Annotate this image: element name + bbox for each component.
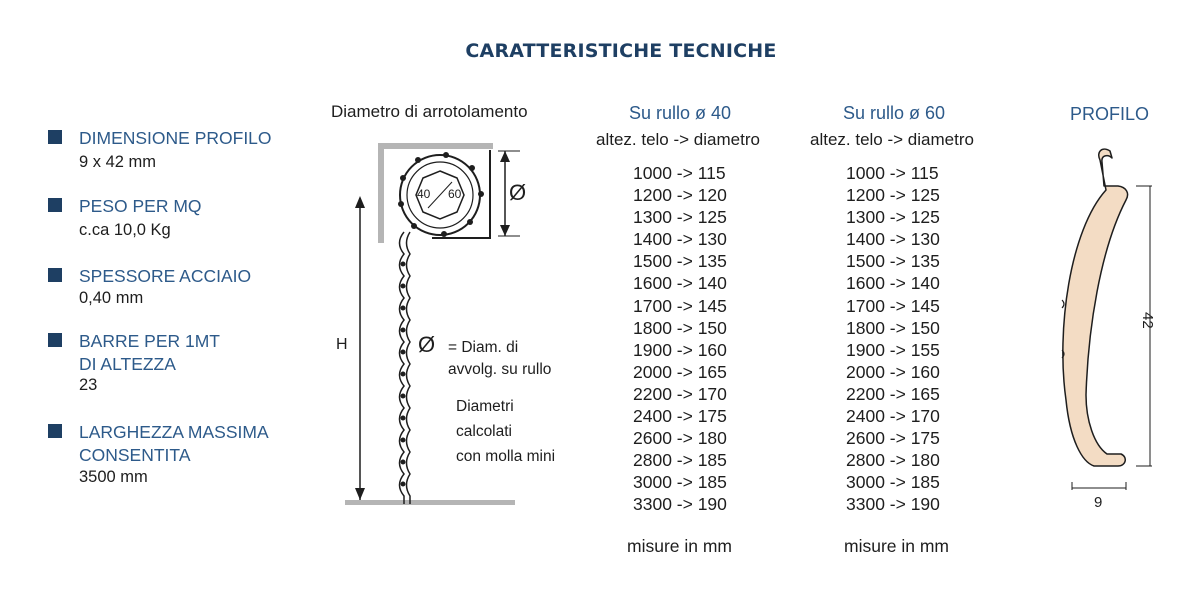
spec-value: 9 x 42 mm	[79, 153, 157, 171]
floor-line	[345, 500, 515, 505]
profile-title: PROFILO	[1070, 104, 1150, 124]
table-row: 2600 -> 180	[633, 428, 727, 449]
table-row: 3300 -> 190	[633, 494, 727, 515]
spec-label: DIMENSIONE PROFILO	[79, 128, 272, 148]
h-label: H	[336, 336, 348, 353]
table-row: 3300 -> 190	[846, 494, 940, 515]
table-row: 1600 -> 140	[846, 273, 940, 294]
table-row: 1200 -> 125	[846, 185, 940, 206]
col60-subtitle: altez. telo -> diametro	[810, 130, 974, 149]
roll-label-40: 40	[417, 187, 431, 201]
table-row: 1800 -> 150	[846, 317, 940, 338]
diagram-title: Diametro di arrotolamento	[331, 102, 528, 121]
col40-footer: misure in mm	[627, 536, 733, 556]
frame-left	[378, 143, 384, 243]
legend-line2: avvolg. su rullo	[448, 361, 552, 378]
spec-label: SPESSORE ACCIAIO	[79, 266, 252, 286]
table-row: 1900 -> 155	[846, 339, 940, 360]
table-row: 2000 -> 160	[846, 361, 940, 382]
table-row: 2800 -> 185	[633, 450, 727, 471]
table-row: 2400 -> 175	[633, 406, 727, 427]
spec-value: 23	[79, 376, 98, 394]
note-line2: calcolati	[456, 423, 512, 440]
table-row: 3000 -> 185	[633, 472, 727, 493]
table-row: 2400 -> 170	[846, 406, 940, 427]
arrow-down-icon	[500, 225, 510, 236]
page-title: CARATTERISTICHE TECNICHE	[465, 40, 777, 62]
table-row: 1200 -> 120	[633, 185, 727, 206]
diameter-symbol-icon: Ø	[418, 332, 436, 357]
table-row: 1700 -> 145	[846, 295, 940, 316]
table-row: 1600 -> 140	[633, 273, 727, 294]
table-row: 1400 -> 130	[846, 229, 940, 250]
arrow-up-icon	[355, 196, 365, 208]
profile-width-label: 9	[1094, 494, 1103, 511]
spec-label: PESO PER MQ	[79, 196, 202, 216]
col40-title: Su rullo ø 40	[629, 103, 732, 123]
curtain-front	[407, 232, 411, 504]
table-row: 2200 -> 165	[846, 383, 940, 404]
col60-footer: misure in mm	[844, 536, 950, 556]
arrow-up-icon	[500, 151, 510, 162]
table-row: 1800 -> 150	[633, 317, 727, 338]
col40-rows	[633, 162, 727, 516]
table-row: 1500 -> 135	[846, 251, 940, 272]
table-row: 2000 -> 165	[633, 361, 727, 382]
spec-label-line1: LARGHEZZA MASSIMA	[79, 422, 269, 442]
frame-top	[378, 143, 493, 149]
note-line3: con molla mini	[456, 448, 556, 465]
table-row: 1000 -> 115	[633, 163, 726, 183]
col60-title: Su rullo ø 60	[843, 103, 946, 123]
table-row: 1300 -> 125	[846, 207, 940, 228]
table-row: 1000 -> 115	[846, 163, 939, 183]
col40-subtitle: altez. telo -> diametro	[596, 130, 760, 149]
table-row: 2200 -> 170	[633, 383, 727, 404]
table-row: 1900 -> 160	[633, 339, 727, 360]
profile-shape	[1063, 149, 1128, 466]
spec-value: 0,40 mm	[79, 289, 144, 307]
diameter-symbol-icon: Ø	[509, 180, 527, 205]
table-row: 2600 -> 175	[846, 428, 940, 449]
table-row: 3000 -> 185	[846, 472, 940, 493]
col60-rows	[846, 162, 940, 516]
legend-line1: = Diam. di	[448, 339, 519, 356]
spec-label-line2: CONSENTITA	[79, 445, 191, 465]
table-row: 1700 -> 145	[633, 295, 727, 316]
spec-label-line2: DI ALTEZZA	[79, 354, 176, 374]
arrow-down-icon	[355, 488, 365, 500]
profile-height-label: 42	[1139, 312, 1156, 329]
note-line1: Diametri	[456, 398, 514, 415]
spec-value: 3500 mm	[79, 468, 148, 486]
table-row: 2800 -> 180	[846, 450, 940, 471]
roll-label-60: 60	[448, 187, 462, 201]
table-row: 1500 -> 135	[633, 251, 727, 272]
spec-label-line1: BARRE PER 1MT	[79, 331, 220, 351]
table-row: 1400 -> 130	[633, 229, 727, 250]
spec-value: c.ca 10,0 Kg	[79, 221, 171, 239]
table-row: 1300 -> 125	[633, 207, 727, 228]
